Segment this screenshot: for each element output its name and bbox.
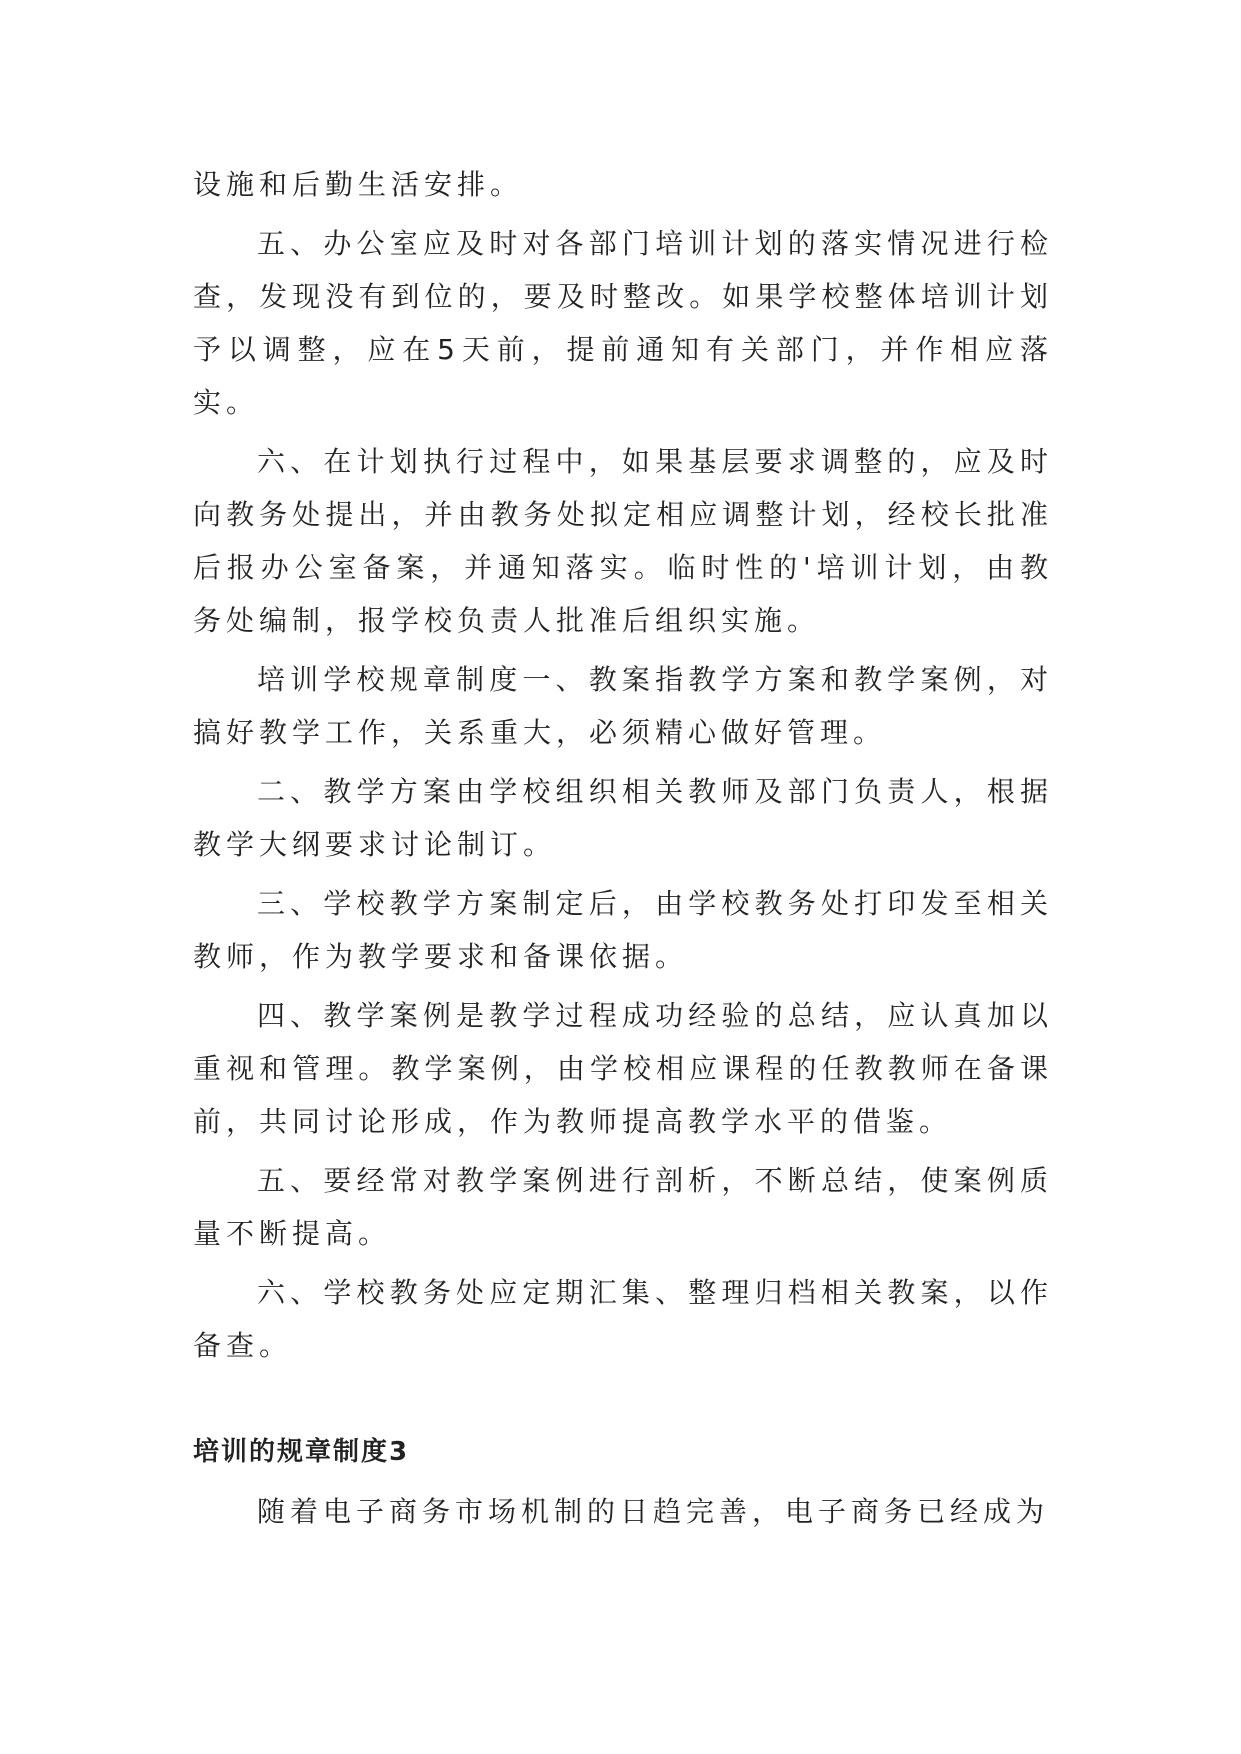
document-body	[193, 158, 1053, 1544]
section-heading: 培训的规章制度3	[193, 1437, 410, 1467]
paragraph-office-check: 五、办公室应及时对各部门培训计划的落实情况进行检查，发现没有到位的，要及时整改。如果学校整体培训计划予以调整，应在5天前，提前通知有关部门，并作相应落实。	[193, 227, 1053, 419]
paragraph-lesson-plan-intro: 培训学校规章制度一、教案指教学方案和教学案例，对搞好教学工作，关系重大，必须精心做好管理。	[193, 663, 1053, 749]
paragraph-ecommerce: 随着电子商务市场机制的日趋完善，电子商务已经成为	[257, 1495, 1050, 1528]
paragraph-archiving: 六、学校教务处应定期汇集、整理归档相关教案，以作备查。	[193, 1276, 1053, 1362]
paragraph-case-analysis: 五、要经常对教学案例进行剖析，不断总结，使案例质量不断提高。	[193, 1164, 1053, 1250]
paragraph-continuation: 设施和后勤生活安排。	[193, 168, 524, 201]
paragraph-plan-distribution: 三、学校教学方案制定后，由学校教务处打印发至相关教师，作为教学要求和备课依据。	[193, 887, 1053, 973]
paragraph-teaching-cases: 四、教学案例是教学过程成功经验的总结，应认真加以重视和管理。教学案例，由学校相应课程的任教教师在备课前，共同讨论形成，作为教师提高教学水平的借鉴。	[193, 999, 1053, 1138]
paragraph-teaching-plan: 二、教学方案由学校组织相关教师及部门负责人，根据教学大纲要求讨论制订。	[193, 775, 1053, 861]
paragraph-plan-adjustment: 六、在计划执行过程中，如果基层要求调整的，应及时向教务处提出，并由教务处拟定相应调整计划，经校长批准后报办公室备案，并通知落实。临时性的'培训计划，由教务处编制，报学校负责人批准后组织实施。	[193, 445, 1053, 637]
